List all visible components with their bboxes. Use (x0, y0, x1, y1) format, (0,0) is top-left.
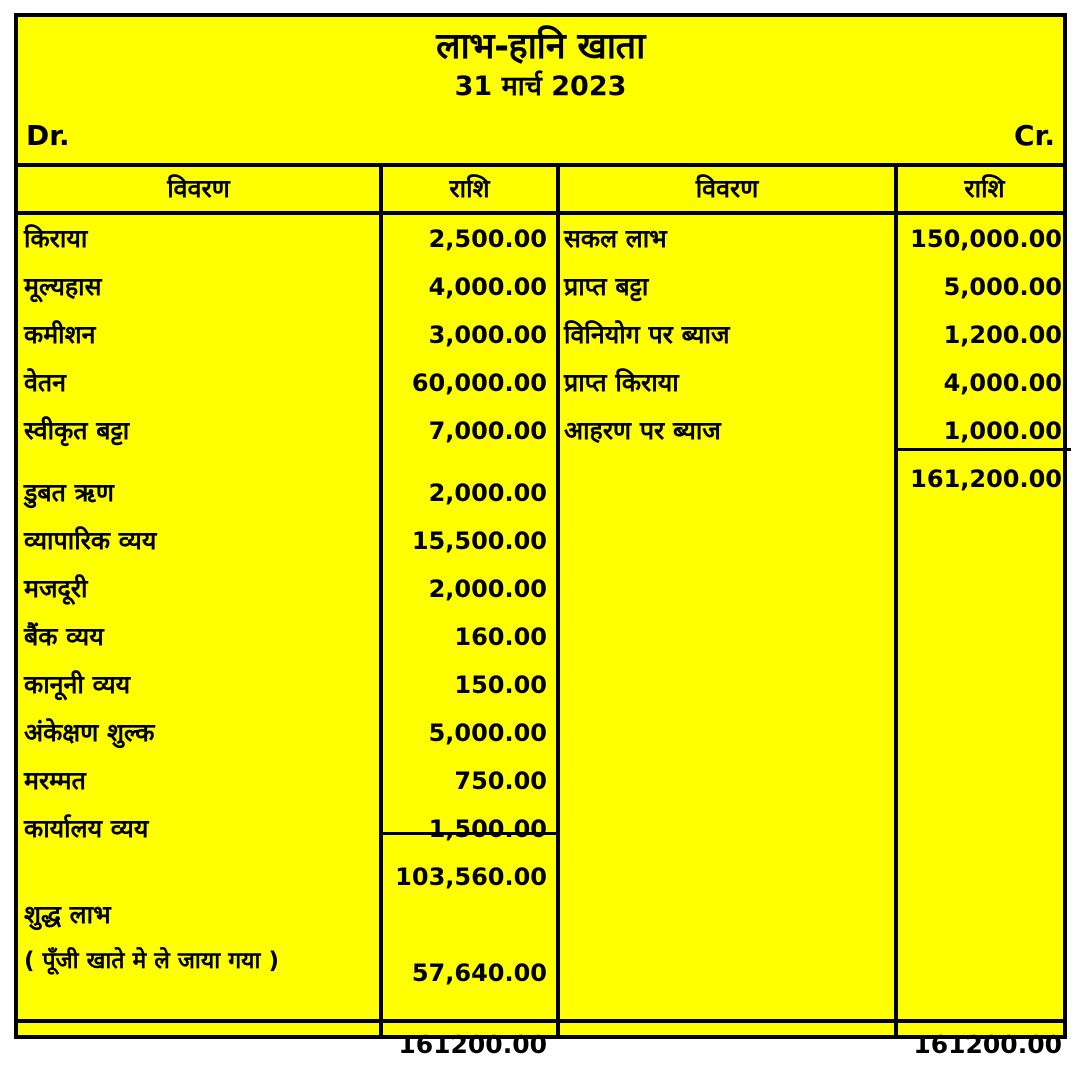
table-row: डुबत ऋण (24, 478, 115, 507)
table-cell-amount: 15,500.00 (411, 527, 547, 555)
page-title: लाभ-हानि खाता (436, 26, 645, 67)
table-cell-amount: 5,000.00 (943, 273, 1062, 301)
credit-particulars-column (564, 215, 892, 455)
table-cell-amount: 4,000.00 (428, 273, 547, 301)
table-row: कार्यालय व्यय (24, 814, 149, 843)
table-row: बैंक व्यय (24, 622, 104, 651)
table-cell-amount: 2,000.00 (428, 575, 547, 603)
page-date: 31 मार्च 2023 (454, 71, 627, 102)
table-row: मरम्मत (24, 766, 86, 795)
ledger-grid (18, 167, 1063, 1059)
table-row: आहरण पर ब्याज (564, 416, 721, 445)
table-cell-amount: 150.00 (454, 671, 547, 699)
table-cell-amount: 5,000.00 (428, 719, 547, 747)
net-profit-note: ( पूँजी खाते मे ले जाया गया ) (24, 948, 279, 974)
table-cell-amount: 750.00 (454, 767, 547, 795)
table-cell-amount: 60,000.00 (411, 369, 547, 397)
table-cell-amount: 2,500.00 (428, 225, 547, 253)
table-cell-amount: 150,000.00 (910, 225, 1062, 253)
header-description-right: विवरण (695, 174, 759, 203)
grand-total-row (18, 1023, 1063, 1067)
table-row: स्वीकृत बट्टा (24, 416, 130, 445)
net-profit-amount: 57,640.00 (411, 959, 547, 987)
net-profit-block (24, 891, 376, 983)
table-cell-amount: 7,000.00 (428, 417, 547, 445)
table-row: कानूनी व्यय (24, 670, 131, 699)
table-row: सकल लाभ (564, 224, 667, 253)
table-cell-amount: 2,000.00 (428, 479, 547, 507)
credit-subtotal: 161,200.00 (910, 465, 1062, 493)
debit-subtotal: 103,560.00 (395, 863, 547, 891)
table-row: प्राप्त किराया (564, 368, 679, 397)
profit-loss-account-sheet (14, 13, 1067, 1059)
cr-label: Cr. (1013, 118, 1055, 152)
header-amount-left: राशि (449, 174, 490, 203)
header-amount-right: राशि (964, 174, 1005, 203)
table-row: विनियोग पर ब्याज (564, 320, 730, 349)
net-profit-label: शुद्ध लाभ (24, 900, 111, 929)
table-row: अंकेक्षण शुल्क (24, 718, 155, 747)
table-row: मूल्यहास (24, 272, 102, 301)
column-divider-2 (556, 167, 560, 1035)
credit-total: 161200.00 (913, 1030, 1062, 1059)
table-row: मजदूरी (24, 574, 88, 603)
debit-total: 161200.00 (398, 1030, 547, 1059)
table-cell-amount: 4,000.00 (943, 369, 1062, 397)
table-row: प्राप्त बट्टा (564, 272, 649, 301)
table-row: वेतन (24, 368, 67, 397)
debit-credit-labels (18, 113, 1063, 157)
spacer-row (383, 901, 547, 949)
table-row: व्यापारिक व्यय (24, 526, 157, 555)
debit-amount-column (383, 215, 547, 997)
table-cell-amount: 1,500.00 (428, 815, 547, 843)
title-block (18, 17, 1063, 165)
dr-label: Dr. (26, 118, 70, 152)
table-row: कमीशन (24, 320, 96, 349)
table-cell-amount: 160.00 (454, 623, 547, 651)
credit-amount-column (898, 215, 1062, 503)
table-cell-amount: 3,000.00 (428, 321, 547, 349)
debit-particulars-column (24, 215, 376, 983)
table-cell-amount: 1,000.00 (943, 417, 1062, 445)
table-cell-amount: 1,200.00 (943, 321, 1062, 349)
header-description-left: विवरण (167, 174, 230, 203)
table-row: किराया (24, 224, 88, 253)
